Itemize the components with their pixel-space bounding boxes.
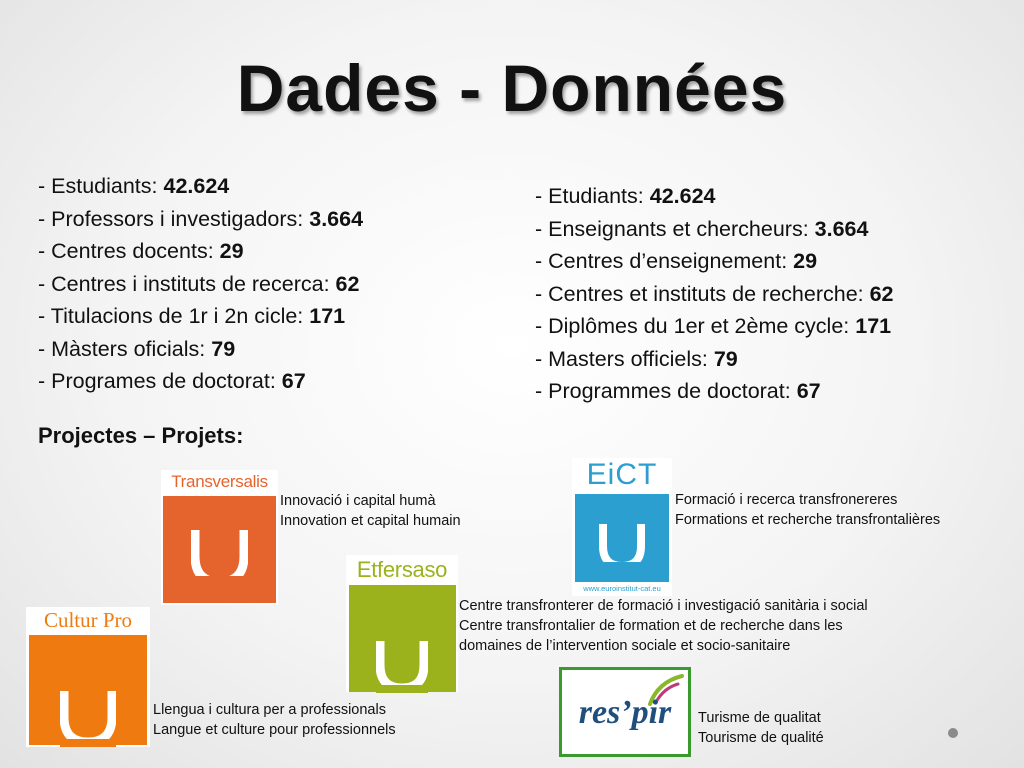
- stat-row: - Programes de doctorat: 67: [38, 369, 306, 393]
- stat-row: - Diplômes du 1er et 2ème cycle: 171: [535, 314, 892, 338]
- respir-logo: [559, 667, 691, 757]
- respir-description: Turisme de qualitat Tourisme de qualité: [698, 710, 824, 746]
- stat-row: - Centres i instituts de recerca: 62: [38, 271, 360, 296]
- etfersaso-logo-text: Etfersaso: [356, 557, 448, 582]
- stat-row: - Centres docents: 29: [38, 239, 244, 263]
- stat-row: - Màsters oficials: 79: [38, 336, 236, 361]
- stat-row: - Centres et instituts de recherche: 62: [535, 281, 894, 306]
- stat-row: - Enseignants et chercheurs: 3.664: [535, 216, 869, 241]
- eict-logo: [572, 458, 672, 596]
- culturpro-logo: [26, 607, 150, 747]
- culturpro-description: Llengua i cultura per a professionals Langue et culture pour professionnels: [153, 702, 396, 738]
- u-monogram-icon: [376, 641, 428, 693]
- stat-row: - Professors i investigadors: 3.664: [38, 206, 364, 231]
- stats-catalan: [38, 170, 363, 398]
- stat-row: - Programmes de doctorat: 67: [535, 379, 821, 403]
- eict-logo-text: EiCT: [586, 458, 658, 491]
- eict-description: Formació i recerca transfronereres Formations et recherche transfrontalières: [675, 492, 941, 528]
- stat-row: - Estudiants: 42.624: [38, 174, 230, 198]
- etfersaso-description: Centre transfronterer de formació i investigació sanitària i social Centre transfrontalier de formation et de recherche dans les domaines de l’intervention sociale et socio-sanitaire: [459, 598, 868, 654]
- respir-logo-text: res’pir: [578, 694, 672, 731]
- transversalis-description: Innovació i capital humà Innovation et capital humain: [280, 493, 461, 529]
- stat-row: - Centres d’enseignement: 29: [535, 249, 818, 273]
- u-monogram-icon: [191, 530, 248, 586]
- transversalis-logo: [161, 470, 278, 605]
- stat-row: - Titulacions de 1r i 2n cicle: 171: [38, 304, 346, 328]
- etfersaso-logo: [346, 555, 458, 692]
- culturpro-logo-text: Cultur Pro: [43, 608, 133, 632]
- eict-logo-url: www.euroinstitut-cat.eu: [583, 584, 661, 593]
- stat-row: - Etudiants: 42.624: [535, 184, 716, 208]
- u-monogram-icon: [599, 524, 645, 570]
- slide-title: Dades - Données: [236, 51, 788, 125]
- stats-french: [535, 180, 894, 408]
- u-monogram-icon: [60, 691, 116, 747]
- transversalis-logo-text: Transversalis: [171, 472, 268, 491]
- projects-heading: Projectes – Projets:: [38, 423, 244, 448]
- slide-dot-icon: [948, 728, 958, 738]
- stat-row: - Masters officiels: 79: [535, 346, 738, 371]
